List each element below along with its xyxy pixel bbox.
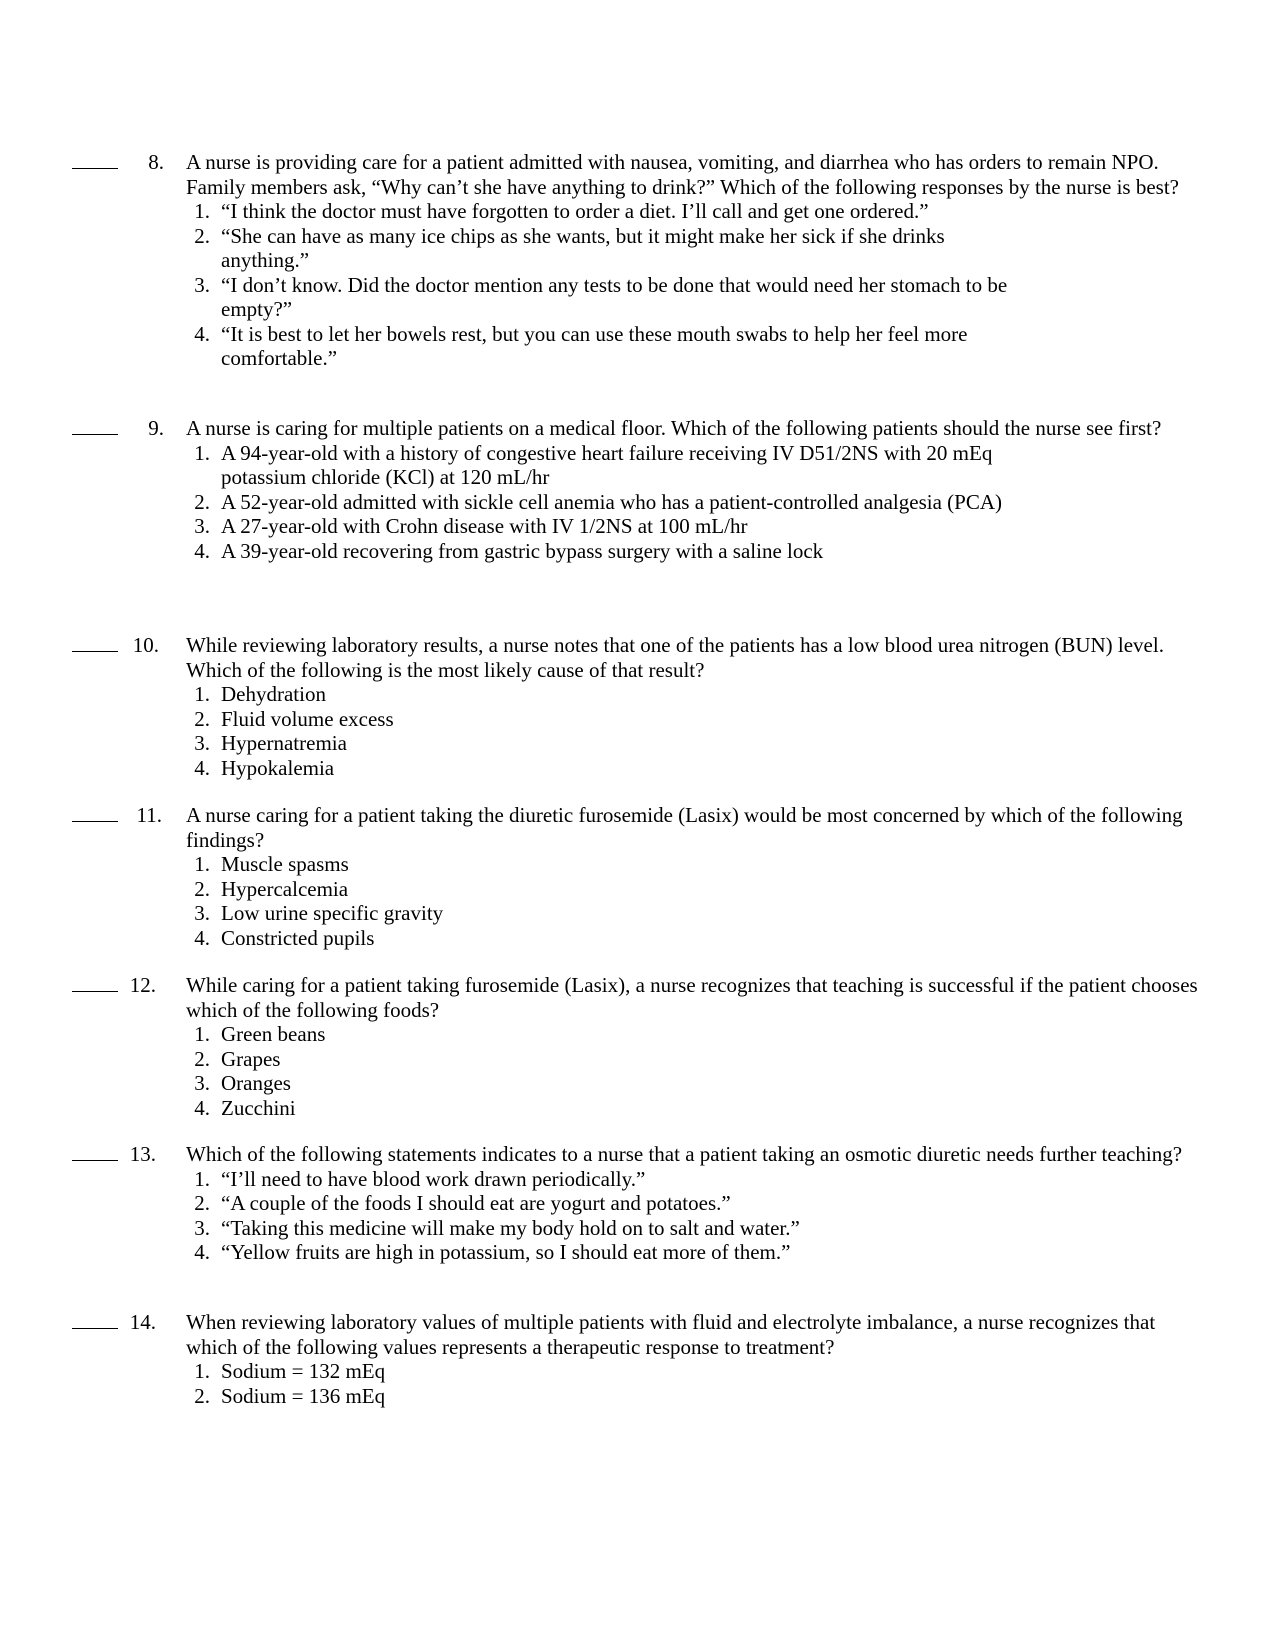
answer-option <box>186 901 1036 926</box>
answer-blank[interactable] <box>72 651 118 652</box>
option-number: 4. <box>194 755 210 780</box>
answer-option <box>186 1191 1036 1216</box>
option-text: Hypercalcemia <box>221 876 349 901</box>
answer-options <box>186 1359 1206 1408</box>
option-text: “A couple of the foods I should eat are yogurt and potatoes.” <box>221 1191 731 1215</box>
option-text: Grapes <box>221 1046 281 1071</box>
question-stem: While caring for a patient taking furosemide (Lasix), a nurse recognizes that teaching is successful if the patient chooses which of the following foods? <box>186 973 1198 1022</box>
option-text: Fluid volume excess <box>221 706 394 731</box>
option-text: “Taking this medicine will make my body hold on to salt and water.” <box>221 1215 800 1240</box>
option-number: 1. <box>194 1359 210 1383</box>
option-text: Zucchini <box>221 1095 296 1120</box>
option-number: 2. <box>194 876 210 901</box>
question-body <box>186 1310 1206 1408</box>
answer-blank[interactable] <box>72 434 118 435</box>
option-text: A 27-year-old with Crohn disease with IV 1/2NS at 100 mL/hr <box>221 514 748 538</box>
question-body <box>186 1142 1206 1265</box>
option-number: 1. <box>194 1166 210 1191</box>
answer-option <box>186 1096 1036 1121</box>
question-number: 9. <box>148 416 164 440</box>
answer-option <box>186 731 1036 756</box>
answer-option <box>186 441 1036 490</box>
answer-options <box>186 852 1206 950</box>
option-number: 2. <box>194 1046 210 1071</box>
option-number: 4. <box>194 538 210 563</box>
question-number: 12. <box>129 973 156 997</box>
question-number: 8. <box>148 150 164 174</box>
option-text: “It is best to let her bowels rest, but you can use these mouth swabs to help her feel more comfortable.” <box>221 321 968 370</box>
question-stem: Which of the following statements indicates to a nurse that a patient taking an osmotic diuretic needs further teaching? <box>186 1142 1183 1166</box>
answer-blank[interactable] <box>72 168 118 169</box>
option-number: 1. <box>194 440 210 465</box>
option-text: A 52-year-old admitted with sickle cell anemia who has a patient-controlled analgesia (PCA) <box>221 489 1002 514</box>
question-body <box>186 633 1206 780</box>
question-stem: A nurse is providing care for a patient admitted with nausea, vomiting, and diarrhea who has orders to remain NPO. Family members ask, “Why can’t she have anything to drink?” Which of the following responses by the nurse is best? <box>186 150 1179 199</box>
question-number: 14. <box>129 1310 156 1334</box>
answer-option <box>186 1216 1036 1241</box>
option-text: Green beans <box>221 1022 326 1046</box>
option-text: “I’ll need to have blood work drawn periodically.” <box>221 1166 646 1191</box>
option-number: 1. <box>194 852 210 876</box>
answer-option <box>186 707 1036 732</box>
question-stem: While reviewing laboratory results, a nurse notes that one of the patients has a low blood urea nitrogen (BUN) level. Which of the following is the most likely cause of that result? <box>186 633 1164 682</box>
question-stem: A nurse is caring for multiple patients on a medical floor. Which of the following patients should the nurse see first? <box>186 416 1162 440</box>
question-number: 11. <box>136 803 162 827</box>
option-number: 3. <box>194 1215 210 1240</box>
option-text: A 94-year-old with a history of congestive heart failure receiving IV D51/2NS with 20 mEq potassium chloride (KCl) at 120 mL/hr <box>221 440 993 489</box>
answer-option <box>186 1359 1036 1384</box>
answer-option <box>186 1071 1036 1096</box>
option-text: Hypernatremia <box>221 731 347 755</box>
question-stem: A nurse caring for a patient taking the diuretic furosemide (Lasix) would be most concerned by which of the following findings? <box>186 803 1183 852</box>
option-number: 3. <box>194 1071 210 1095</box>
answer-options <box>186 441 1206 564</box>
option-number: 4. <box>194 925 210 950</box>
option-text: A 39-year-old recovering from gastric bypass surgery with a saline lock <box>221 538 824 563</box>
answer-option <box>186 199 1036 224</box>
option-text: Constricted pupils <box>221 925 375 950</box>
answer-option <box>186 1384 1036 1409</box>
answer-blank[interactable] <box>72 821 118 822</box>
question-body <box>186 150 1206 371</box>
answer-options <box>186 199 1206 371</box>
option-text: Sodium = 132 mEq <box>221 1359 386 1383</box>
option-text: Sodium = 136 mEq <box>221 1383 386 1408</box>
option-number: 3. <box>194 901 210 925</box>
answer-option <box>186 1167 1036 1192</box>
option-number: 2. <box>194 223 210 248</box>
answer-options <box>186 682 1206 780</box>
question-number: 10. <box>132 633 159 657</box>
question-stem: When reviewing laboratory values of multiple patients with fluid and electrolyte imbalance, a nurse recognizes that which of the following values represents a therapeutic response to treatment? <box>186 1310 1156 1359</box>
option-number: 4. <box>194 1095 210 1120</box>
option-text: Dehydration <box>221 682 326 706</box>
option-text: “I think the doctor must have forgotten to order a diet. I’ll call and get one ordered.” <box>221 199 929 223</box>
answer-option <box>186 1022 1036 1047</box>
option-number: 4. <box>194 321 210 346</box>
answer-option <box>186 682 1036 707</box>
question-body <box>186 416 1206 563</box>
option-number: 1. <box>194 199 210 223</box>
answer-option <box>186 490 1036 515</box>
option-number: 2. <box>194 1383 210 1408</box>
answer-option <box>186 224 1036 273</box>
answer-option <box>186 926 1036 951</box>
answer-option <box>186 756 1036 781</box>
answer-option <box>186 1047 1036 1072</box>
option-number: 4. <box>194 1240 210 1264</box>
question-body <box>186 973 1206 1120</box>
option-number: 3. <box>194 272 210 297</box>
option-number: 3. <box>194 731 210 755</box>
option-number: 3. <box>194 514 210 538</box>
option-number: 2. <box>194 1191 210 1215</box>
option-number: 2. <box>194 706 210 731</box>
answer-option <box>186 877 1036 902</box>
option-text: “Yellow fruits are high in potassium, so I should eat more of them.” <box>221 1240 791 1264</box>
option-text: Hypokalemia <box>221 755 335 780</box>
option-number: 1. <box>194 1022 210 1046</box>
answer-option <box>186 539 1036 564</box>
option-text: “She can have as many ice chips as she wants, but it might make her sick if she drinks anything.” <box>221 223 945 272</box>
option-number: 2. <box>194 489 210 514</box>
option-text: Oranges <box>221 1071 291 1095</box>
question-number: 13. <box>129 1142 156 1166</box>
answer-option <box>186 852 1036 877</box>
answer-options <box>186 1022 1206 1120</box>
answer-option <box>186 514 1036 539</box>
option-text: “I don’t know. Did the doctor mention any tests to be done that would need her stomach to be empty?” <box>221 272 1008 321</box>
option-text: Muscle spasms <box>221 852 349 876</box>
question-body <box>186 803 1206 950</box>
answer-option <box>186 273 1036 322</box>
answer-options <box>186 1167 1206 1265</box>
option-text: Low urine specific gravity <box>221 901 444 925</box>
answer-option <box>186 322 1036 371</box>
answer-option <box>186 1240 1036 1265</box>
option-number: 1. <box>194 682 210 706</box>
